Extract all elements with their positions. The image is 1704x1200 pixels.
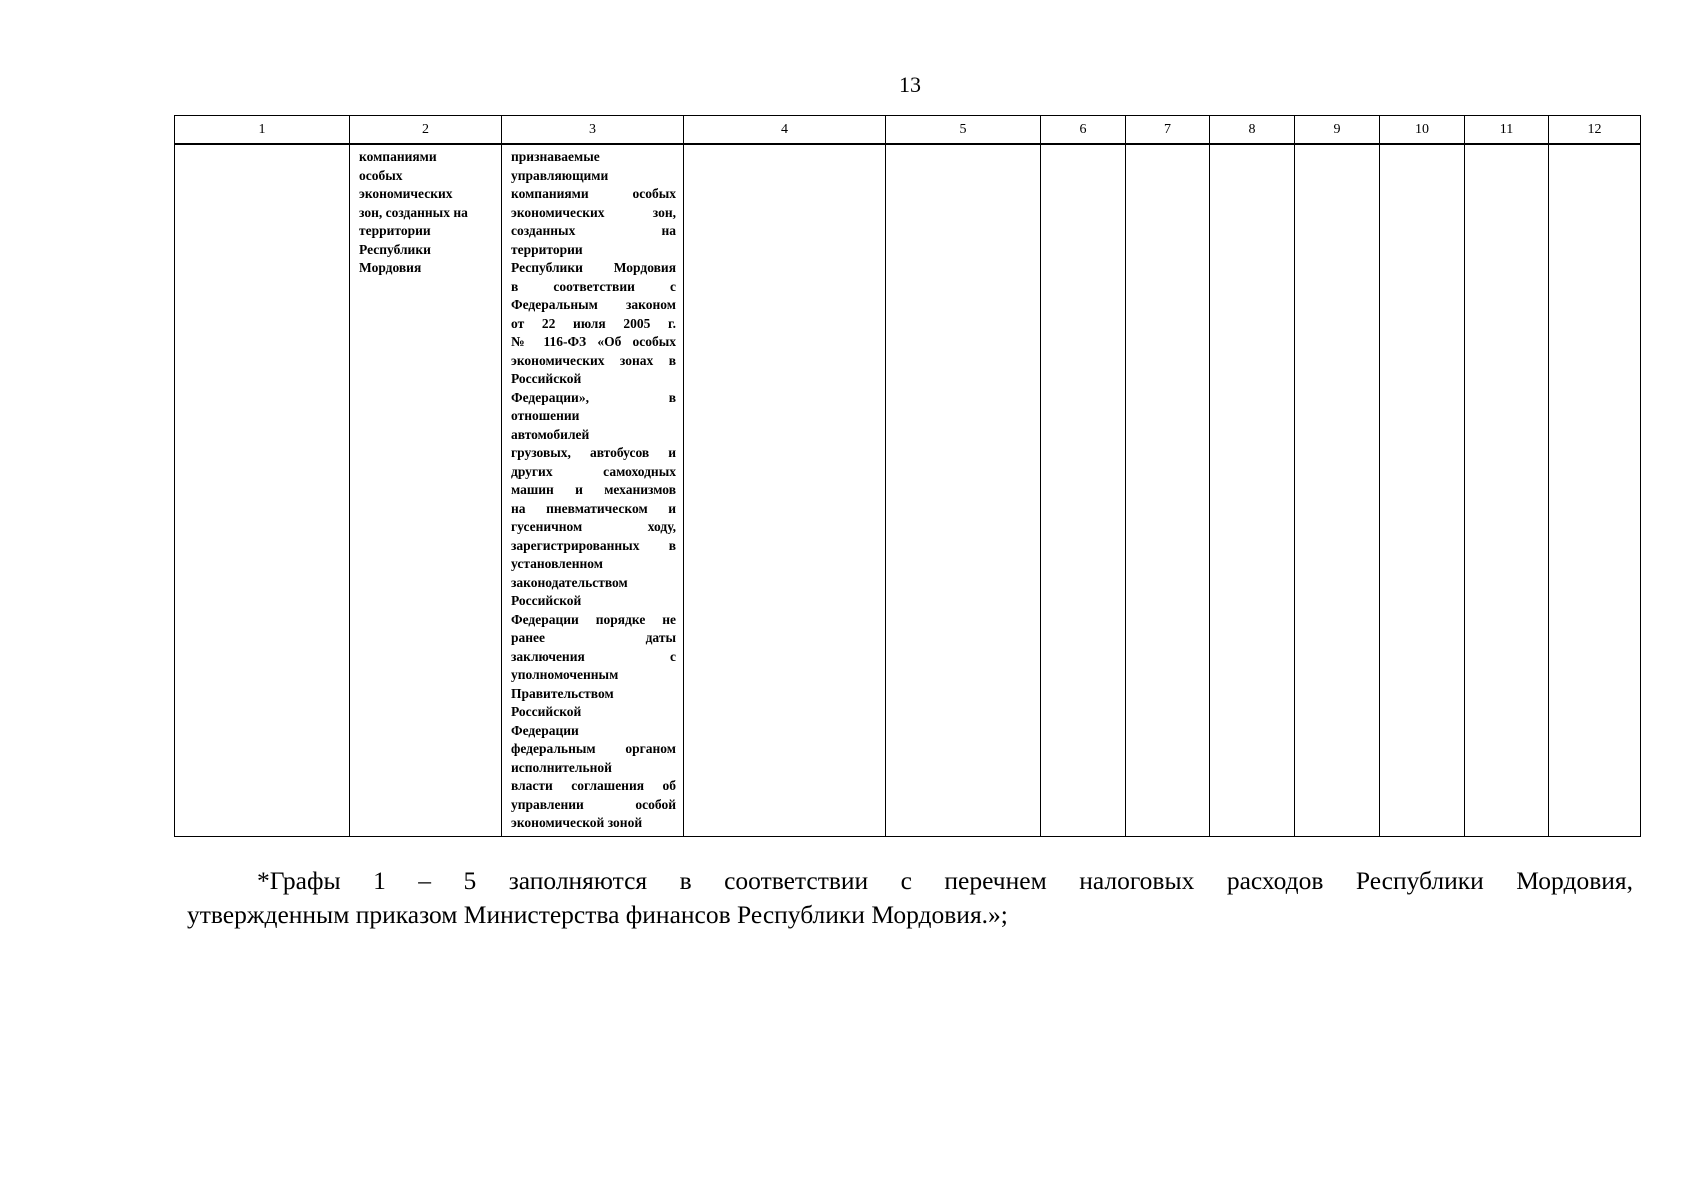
text-line: других самоходных <box>511 463 676 479</box>
cell-col-10 <box>1380 144 1465 837</box>
footnote-line-2: утвержденным приказом Министерства финансов Республики Мордовия.»; <box>187 900 1008 929</box>
column-header-8: 8 <box>1210 116 1295 145</box>
text-line: зарегистрированных в <box>511 537 676 553</box>
text-line: экономических зонах в <box>511 352 676 368</box>
cell-col-2-text <box>350 145 501 278</box>
column-header-2: 2 <box>350 116 502 145</box>
text-line: Российской <box>511 704 582 719</box>
text-line: признавaемые <box>511 149 600 164</box>
cell-col-3-text <box>502 145 683 833</box>
cell-col-11 <box>1465 144 1549 837</box>
text-line: Мордовия <box>359 260 422 275</box>
cell-col-3 <box>502 144 684 837</box>
table-row <box>175 144 1641 837</box>
text-line: автомобилей <box>511 426 590 442</box>
text-line: компаниями <box>359 149 437 164</box>
column-header-12: 12 <box>1549 116 1641 145</box>
text-line: машин и механизмов <box>511 482 676 497</box>
text-line: зон, созданных на <box>359 204 468 220</box>
column-header-4: 4 <box>684 116 886 145</box>
text-line: гусеничном ходу, <box>511 519 676 534</box>
text-line: уполномоченным <box>511 667 619 682</box>
column-header-5: 5 <box>886 116 1041 145</box>
text-line: особых <box>359 167 403 183</box>
cell-col-5 <box>886 144 1041 837</box>
text-line: управляющими <box>511 167 609 183</box>
text-line: грузовых, автобусов и <box>511 445 676 460</box>
text-line: Федерации <box>511 722 579 738</box>
text-line: от 22 июля 2005 г. <box>511 315 676 331</box>
tax-expenditures-table <box>174 115 1641 837</box>
text-line: федеральным органом <box>511 741 676 756</box>
column-header-1: 1 <box>175 116 350 145</box>
footnote-line-1: *Графы 1 – 5 заполняются в соответствии с перечнем налоговых расходов Республики Мордовия, <box>257 866 1633 895</box>
column-header-7: 7 <box>1126 116 1210 145</box>
cell-col-4 <box>684 144 886 837</box>
text-line: Правительством <box>511 685 614 701</box>
text-line: № 116-ФЗ «Об особых <box>511 334 676 349</box>
text-line: Российской <box>511 593 582 608</box>
text-line: компаниями особых <box>511 186 676 201</box>
column-header-6: 6 <box>1041 116 1126 145</box>
text-line: Российской <box>511 371 582 386</box>
text-line: экономической зоной <box>511 815 643 830</box>
text-line: территории <box>511 241 583 257</box>
text-line: ранее даты <box>511 630 676 645</box>
column-header-3: 3 <box>502 116 684 145</box>
cell-col-1 <box>175 144 350 837</box>
text-line: Федеральным законом <box>511 297 676 312</box>
cell-col-8 <box>1210 144 1295 837</box>
text-line: Федерации порядке не <box>511 611 676 627</box>
text-line: установленном <box>511 556 603 571</box>
page-number: 13 <box>899 72 921 97</box>
text-line: экономических зон, <box>511 204 676 220</box>
text-line: власти соглашения об <box>511 778 676 793</box>
text-line: территории <box>359 223 431 238</box>
text-line: отношении <box>511 408 580 423</box>
header-row <box>175 116 1641 145</box>
cell-col-2 <box>350 144 502 837</box>
cell-col-7 <box>1126 144 1210 837</box>
text-line: законодательством <box>511 574 628 590</box>
column-header-11: 11 <box>1465 116 1549 145</box>
table-header <box>175 116 1641 145</box>
text-line: управлении особой <box>511 796 676 812</box>
cell-col-12 <box>1549 144 1641 837</box>
column-header-9: 9 <box>1295 116 1380 145</box>
text-line: в соответствии с <box>511 278 676 294</box>
text-line: Республики Мордовия <box>511 260 676 275</box>
text-line: на пневматическом и <box>511 500 676 516</box>
text-line: Федерации», в <box>511 389 676 405</box>
text-line: созданных на <box>511 223 676 238</box>
cell-col-6 <box>1041 144 1126 837</box>
text-line: исполнительной <box>511 759 612 775</box>
cell-col-9 <box>1295 144 1380 837</box>
text-line: экономических <box>359 186 453 201</box>
footnote <box>187 864 1633 932</box>
text-line: заключения с <box>511 648 676 664</box>
column-header-10: 10 <box>1380 116 1465 145</box>
text-line: Республики <box>359 241 431 257</box>
